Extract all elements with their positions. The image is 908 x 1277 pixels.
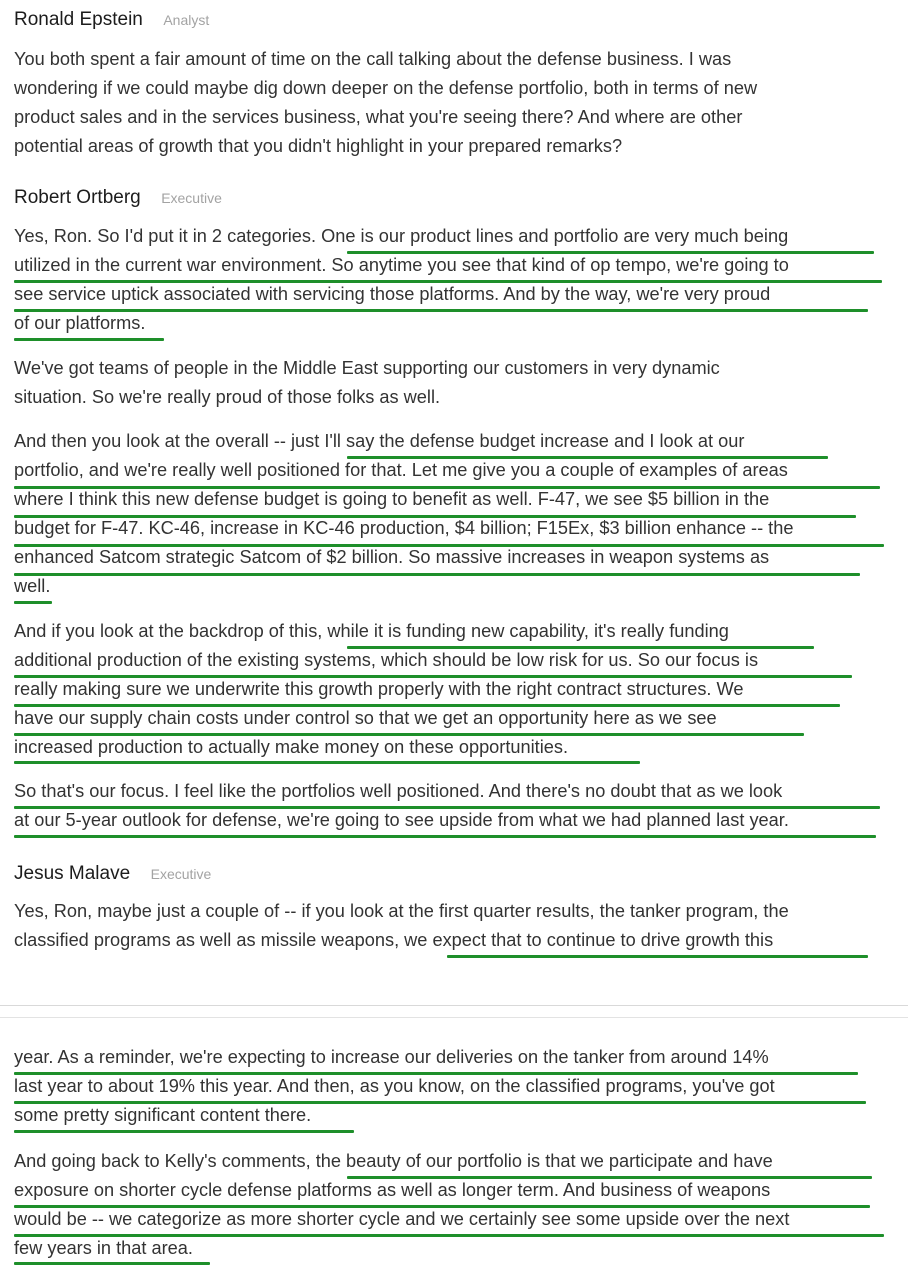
- text-line: where I think this new defense budget is going to benefit as well. F-47, we see $5 billion in the: [14, 489, 770, 509]
- text-line: utilized in the current war environment. So anytime you see that kind of op tempo, we're going to: [14, 255, 789, 275]
- text-line: You both spent a fair amount of time on the call talking about the defense business. I was: [14, 49, 732, 69]
- highlight-underline: [14, 1072, 858, 1075]
- highlight-underline: [14, 573, 860, 576]
- highlight-underline: [14, 761, 640, 764]
- text-line: have our supply chain costs under control so that we get an opportunity here as we see: [14, 708, 717, 728]
- text-line: And going back to Kelly's comments, the beauty of our portfolio is that we participate and have: [14, 1151, 773, 1171]
- highlight-underline: [14, 338, 164, 341]
- text-line: additional production of the existing systems, which should be low risk for us. So our focus is: [14, 650, 759, 670]
- highlight-underline: [14, 1262, 210, 1265]
- highlight-underline: [14, 544, 884, 547]
- text-line: really making sure we underwrite this growth properly with the right contract structures. We: [14, 679, 744, 699]
- speaker-role: Analyst: [163, 12, 210, 28]
- text-line: of our platforms.: [14, 313, 146, 333]
- text-line: We've got teams of people in the Middle East supporting our customers in very dynamic: [14, 358, 720, 378]
- highlight-underline: [14, 280, 882, 283]
- text-line: wondering if we could maybe dig down deeper on the defense portfolio, both in terms of new: [14, 78, 758, 98]
- text-line: at our 5-year outlook for defense, we're going to see upside from what we had planned last year.: [14, 810, 789, 830]
- text-line: product sales and in the services business, what you're seeing there? And where are other: [14, 107, 743, 127]
- highlight-underline: [347, 456, 828, 459]
- highlight-underline: [14, 1234, 884, 1237]
- text-line: And if you look at the backdrop of this, while it is funding new capability, it's really funding: [14, 621, 729, 641]
- highlight-underline: [14, 733, 804, 736]
- text-line: few years in that area.: [14, 1238, 193, 1258]
- highlight-underline: [14, 1101, 866, 1104]
- text-line: last year to about 19% this year. And then, as you know, on the classified programs, you've got: [14, 1076, 775, 1096]
- text-line: some pretty significant content there.: [14, 1105, 312, 1125]
- speaker-role: Executive: [161, 190, 222, 206]
- text-line: year. As a reminder, we're expecting to increase our deliveries on the tanker from around 14%: [14, 1047, 769, 1067]
- text-line: enhanced Satcom strategic Satcom of $2 billion. So massive increases in weapon systems as: [14, 547, 770, 567]
- text-line: So that's our focus. I feel like the portfolios well positioned. And there's no doubt that as we look: [14, 781, 783, 801]
- speaker-header: [14, 863, 211, 887]
- highlight-underline: [14, 515, 856, 518]
- text-line: situation. So we're really proud of those folks as well.: [14, 387, 441, 407]
- highlight-underline: [14, 806, 880, 809]
- text-line: increased production to actually make money on these opportunities.: [14, 737, 569, 757]
- speaker-role: Executive: [150, 866, 212, 882]
- text-line: classified programs as well as missile weapons, we expect that to continue to drive growth this: [14, 930, 774, 950]
- text-line: see service uptick associated with servicing those platforms. And by the way, we're very proud: [14, 284, 771, 304]
- text-line: potential areas of growth that you didn't highlight in your prepared remarks?: [14, 136, 623, 156]
- text-line: exposure on shorter cycle defense platforms as well as longer term. And business of weapons: [14, 1180, 771, 1200]
- speaker-name: Ronald Epstein: [14, 9, 143, 30]
- highlight-underline: [347, 251, 874, 254]
- highlight-underline: [14, 835, 876, 838]
- text-line: And then you look at the overall -- just I'll say the defense budget increase and I look at our: [14, 431, 745, 451]
- text-line: Yes, Ron. So I'd put it in 2 categories. One is our product lines and portfolio are very much being: [14, 226, 789, 246]
- speaker-name: Jesus Malave: [14, 863, 131, 884]
- text-line: well.: [14, 576, 51, 596]
- page-break-line: [0, 1017, 908, 1018]
- highlight-underline: [14, 486, 880, 489]
- text-line: would be -- we categorize as more shorter cycle and we certainly see some upside over the next: [14, 1209, 790, 1229]
- highlight-underline: [14, 675, 852, 678]
- highlight-underline: [447, 955, 868, 958]
- speaker-name: Robert Ortberg: [14, 187, 141, 208]
- highlight-underline: [14, 309, 868, 312]
- text-line: Yes, Ron, maybe just a couple of -- if you look at the first quarter results, the tanker program, the: [14, 901, 789, 921]
- highlight-underline: [14, 704, 840, 707]
- speaker-header: [14, 187, 222, 211]
- highlight-underline: [14, 1205, 870, 1208]
- speaker-header: [14, 9, 209, 33]
- highlight-underline: [14, 1130, 354, 1133]
- text-line: portfolio, and we're really well positioned for that. Let me give you a couple of examples of areas: [14, 460, 788, 480]
- highlight-underline: [347, 646, 814, 649]
- highlight-underline: [347, 1176, 872, 1179]
- page-break-line: [0, 1005, 908, 1006]
- highlight-underline: [14, 601, 52, 604]
- text-line: budget for F-47. KC-46, increase in KC-46 production, $4 billion; F15Ex, $3 billion enhance -- the: [14, 518, 794, 538]
